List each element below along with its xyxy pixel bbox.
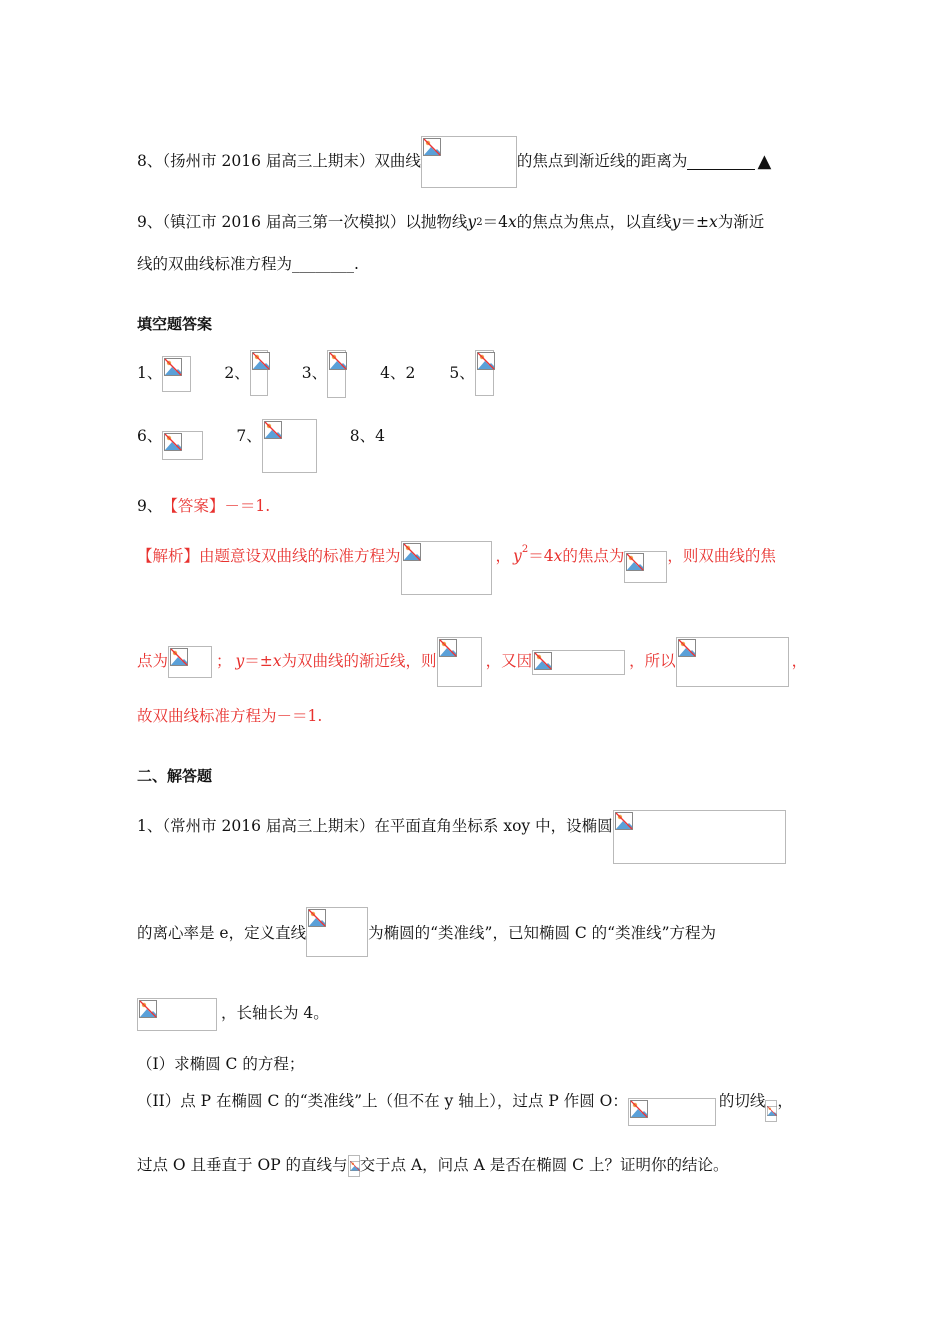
var-y: y (513, 547, 522, 565)
var-x: x (507, 213, 517, 231)
answer-label: 4、2 (380, 364, 416, 382)
formula-image (624, 551, 667, 583)
answer-9 (137, 499, 270, 515)
formula-image (475, 350, 494, 396)
image-placeholder-icon (423, 138, 441, 156)
answer-label: 1、 (137, 364, 163, 382)
image-placeholder-icon (264, 421, 282, 439)
image-placeholder-icon (678, 639, 696, 657)
q8-suffix: 的焦点到渐近线的距离为 (516, 152, 688, 171)
q1-text: 为椭圆的“类准线”，已知椭圆 C 的“类准线”方程为 (368, 924, 717, 942)
section-2-heading (137, 769, 212, 784)
analysis-text: ，又因 (485, 652, 533, 670)
analysis-text: ＝± (244, 652, 273, 670)
formula-image (137, 998, 217, 1031)
formula-image (628, 1098, 716, 1126)
answers-row-1 (137, 350, 494, 398)
var-y: y (671, 213, 681, 231)
image-placeholder-icon (139, 1000, 157, 1018)
triangle-mark: ▲ (757, 151, 772, 172)
formula-image (401, 541, 492, 595)
q9-text: 线的双曲线标准方程为________. (137, 255, 359, 273)
q1-text: 交于点 A，问点 A 是否在椭圆 C 上？证明你的结论。 (359, 1156, 729, 1175)
analysis-text: 的焦点为 (562, 547, 625, 565)
formula-image (250, 350, 268, 396)
q1-text: （I）求椭圆 C 的方程； (137, 1055, 305, 1073)
formula-image (162, 356, 191, 392)
q1-part-2-line-2 (137, 1155, 728, 1177)
var-x: x (708, 213, 718, 231)
q1-text: 1、（常州市 2016 届高三上期末）在平面直角坐标系 xoy 中，设椭圆 (137, 817, 613, 835)
q1-text: ，长轴长为 4。 (221, 1004, 329, 1023)
q1-line-3 (137, 997, 329, 1031)
image-placeholder-icon (252, 352, 270, 370)
image-placeholder-icon (767, 1102, 777, 1120)
image-placeholder-icon (350, 1157, 360, 1175)
analysis-text: ； (216, 652, 232, 670)
answer-label: 5、 (449, 364, 475, 382)
analysis-label: 【解析】 (137, 547, 200, 565)
analysis-line-2 (137, 637, 807, 687)
q1-part-2 (137, 1094, 793, 1128)
answer-label: 8、4 (349, 427, 385, 445)
q1-text: 过点 O 且垂直于 OP 的直线与 (137, 1156, 348, 1175)
formula-image (532, 650, 625, 675)
analysis-text: 由题意设双曲线的标准方程为 (199, 547, 401, 565)
image-placeholder-icon (164, 358, 182, 376)
image-placeholder-icon (615, 812, 633, 830)
analysis-text: 为双曲线的渐近线，则 (281, 652, 437, 670)
question-9-line-2 (137, 257, 359, 273)
answers-heading (137, 317, 212, 332)
analysis-line-3 (137, 709, 322, 725)
answer-label: 3、 (301, 364, 328, 382)
analysis-line-1 (137, 541, 776, 595)
image-placeholder-icon (403, 543, 421, 561)
analysis-text: ，所以 (629, 652, 676, 670)
analysis-text: ，则双曲线的焦 (667, 547, 776, 565)
image-placeholder-icon (170, 648, 188, 666)
q9-text: 的焦点为焦点，以直线 (516, 213, 672, 231)
image-placeholder-icon (477, 352, 495, 370)
q1-text: 的切线 (718, 1092, 766, 1110)
image-placeholder-icon (439, 639, 457, 657)
q1-text: （II）点 P 在椭圆 C 的“类准线”上（但不在 y 轴上），过点 P 作圆 O： (137, 1092, 628, 1110)
heading-text: 二、解答题 (137, 767, 213, 785)
image-placeholder-icon (308, 909, 326, 927)
q9-text: ＝± (680, 213, 709, 231)
formula-image (676, 637, 789, 687)
formula-image (348, 1155, 360, 1177)
formula-image (421, 136, 517, 188)
q9-text: 为渐近 (717, 213, 765, 231)
q1-part-1 (137, 1057, 304, 1073)
answer-label: 6、 (137, 427, 163, 445)
var-x: x (553, 547, 563, 565)
answer-label: 7、 (236, 427, 262, 445)
image-placeholder-icon (630, 1100, 648, 1118)
exponent: 2 (476, 216, 483, 228)
formula-image (327, 350, 346, 398)
question-8 (137, 136, 771, 188)
q1-line-1 (137, 810, 786, 864)
exponent: 2 (521, 544, 529, 555)
image-placeholder-icon (626, 553, 644, 571)
q1-line-2 (137, 907, 716, 959)
answers-row-2 (137, 419, 385, 473)
formula-image (765, 1100, 777, 1122)
analysis-text: 点为 (137, 652, 169, 670)
question-9-line-1 (137, 215, 764, 231)
heading-text: 填空题答案 (137, 315, 213, 333)
image-placeholder-icon (164, 433, 182, 451)
var-y: y (467, 213, 477, 231)
q9-text: ＝4 (482, 213, 508, 231)
formula-image (262, 419, 317, 473)
answer-label: 9、 (137, 497, 163, 515)
image-placeholder-icon (534, 652, 552, 670)
formula-image (437, 637, 482, 687)
analysis-text: ， (495, 547, 512, 565)
formula-image (168, 646, 212, 678)
q1-text: ， (777, 1092, 793, 1110)
analysis-text: 故双曲线标准方程为－＝1. (137, 707, 323, 725)
formula-image (306, 907, 368, 957)
formula-image (613, 810, 786, 864)
q1-text: 的离心率是 e，定义直线 (137, 924, 307, 942)
q8-prefix: 8、（扬州市 2016 届高三上期末）双曲线 (137, 152, 421, 171)
analysis-text: ＝4 (528, 547, 554, 565)
var-y: y (235, 652, 245, 670)
formula-image (162, 431, 203, 460)
answer-9-text: 【答案】－＝1. (162, 497, 271, 515)
answer-label: 2、 (224, 364, 250, 382)
answer-blank (687, 155, 755, 170)
image-placeholder-icon (329, 352, 347, 370)
analysis-text: ， (791, 652, 808, 670)
q9-text: 9、（镇江市 2016 届高三第一次模拟）以抛物线 (137, 213, 468, 231)
var-x: x (272, 652, 282, 670)
